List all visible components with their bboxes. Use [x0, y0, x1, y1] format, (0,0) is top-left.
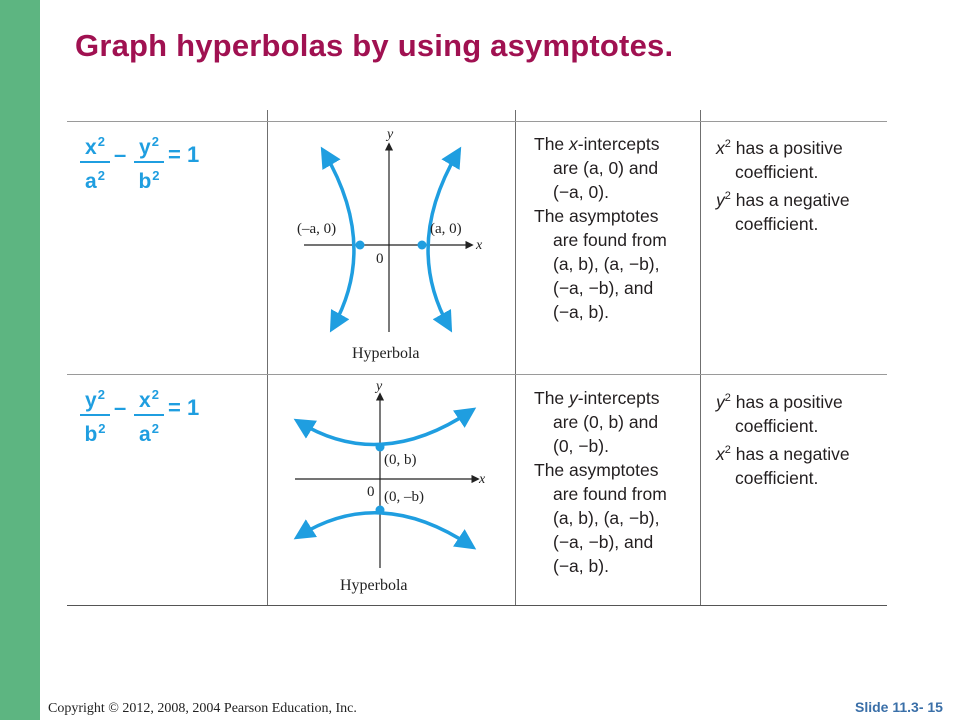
horizontal-hyperbola-graph: [290, 122, 500, 370]
minus-sign: –: [114, 142, 127, 167]
right-branch: [428, 152, 458, 327]
denominator: a: [85, 170, 97, 193]
x-axis-label: x: [476, 238, 483, 253]
coefficients-description-2: $y^2$ has a positive coefficient. $x^2$ has a negative coefficient.: [716, 391, 850, 488]
denominator: a: [139, 423, 151, 446]
y-axis-label: y: [376, 379, 383, 394]
minus-sign: –: [114, 395, 127, 420]
column-divider-3: [700, 110, 701, 606]
denominator: b: [138, 170, 152, 193]
column-divider-1: [267, 110, 268, 606]
vertex-top: [376, 443, 385, 452]
x-axis-label: x: [479, 472, 486, 487]
vertex-right-label: (a, 0): [430, 221, 462, 237]
graph-caption: Hyperbola: [352, 345, 420, 362]
vertex-top-label: (0, b): [384, 452, 417, 468]
lower-branch: [299, 513, 471, 546]
fraction-y-over-b: $y^2$ $b^2$: [80, 384, 110, 446]
vertex-left: [356, 241, 365, 250]
fraction-y-over-b: $y^2$ $b^2$: [134, 131, 164, 193]
vertex-left-label: (–a, 0): [297, 221, 337, 237]
fraction-x-over-a: $x^2$ $a^2$: [80, 131, 110, 193]
numerator: y: [139, 136, 151, 159]
equals-one: = 1: [168, 142, 200, 167]
row-rule-middle: [67, 374, 887, 375]
copyright-notice: Copyright © 2012, 2008, 2004 Pearson Education, Inc.: [48, 701, 357, 716]
equals-one: = 1: [168, 395, 200, 420]
upper-branch: [299, 411, 471, 445]
numerator: y: [85, 389, 97, 412]
denominator: b: [84, 423, 98, 446]
row-rule-bottom: [67, 605, 887, 606]
vertical-hyperbola-graph: [285, 376, 500, 602]
intercepts-description-2: The y-intercepts are (0, b) and (0, −b). The asymptotes are found from (a, b), (a, −b), (−a, −b), and (−a, b).: [534, 388, 667, 576]
vertex-bottom: [376, 506, 385, 515]
intercepts-description-1: The x-intercepts are (a, 0) and (−a, 0). The asymptotes are found from (a, b), (a, −b), (−a, −b), and (−a, b).: [534, 134, 667, 322]
vertex-right: [418, 241, 427, 250]
fraction-x-over-a: $x^2$ $a^2$: [134, 384, 164, 446]
coefficients-description-1: $x^2$ has a positive coefficient. $y^2$ has a negative coefficient.: [716, 137, 850, 234]
numerator: x: [139, 389, 151, 412]
left-branch: [324, 152, 354, 327]
origin-label: 0: [376, 251, 384, 267]
vertex-bottom-label: (0, –b): [384, 489, 424, 505]
y-axis-label: y: [387, 127, 394, 142]
origin-label: 0: [367, 484, 375, 500]
slide-title: Graph hyperbolas by using asymptotes.: [75, 28, 674, 63]
graph-caption: Hyperbola: [340, 577, 408, 594]
numerator: x: [85, 136, 97, 159]
slide-number: Slide 11.3- 15: [855, 699, 943, 715]
column-divider-2: [515, 110, 516, 606]
